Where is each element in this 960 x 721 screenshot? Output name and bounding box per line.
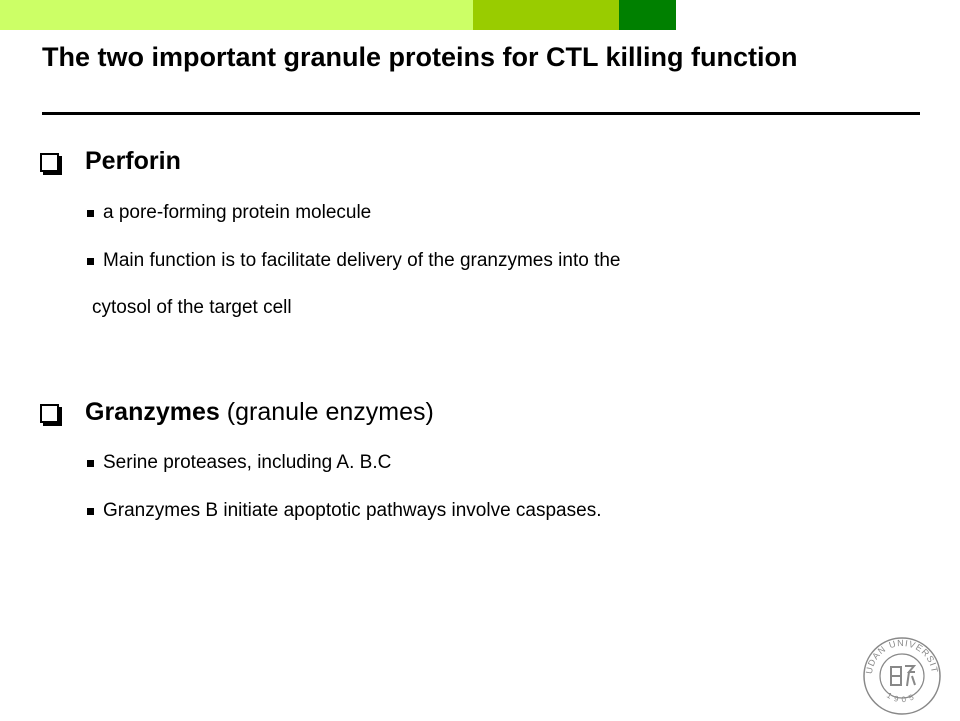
bullet-text: Main function is to facilitate delivery of the granzymes into the	[103, 250, 621, 271]
bullet-item	[87, 201, 371, 225]
slide-title: The two important granule proteins for CTL killing function	[42, 42, 798, 72]
square-bullet-icon	[87, 258, 94, 265]
square-bullet-icon	[87, 210, 94, 217]
bullet-item	[87, 499, 601, 523]
checkbox-bullet-icon	[40, 153, 59, 172]
section-granzymes	[40, 397, 434, 427]
svg-text:1905: 1905	[885, 690, 919, 705]
bullet-text: Serine proteases, including A. B.C	[103, 452, 392, 473]
bullet-item	[87, 451, 391, 475]
bullet-item	[87, 249, 620, 273]
header-band-mid	[473, 0, 619, 30]
svg-text:FUDAN UNIVERSITY: UDAN UNIVERSIT	[863, 637, 940, 675]
bullet-continuation: cytosol of the target cell	[92, 297, 292, 318]
square-bullet-icon	[87, 460, 94, 467]
section-heading: Perforin	[85, 147, 181, 175]
section-heading: Granzymes	[85, 398, 220, 426]
bullet-text: Granzymes B initiate apoptotic pathways involve caspases.	[103, 500, 602, 521]
header-band-dark	[619, 0, 676, 30]
university-seal-logo	[862, 636, 942, 716]
title-underline	[42, 112, 920, 115]
checkbox-bullet-icon	[40, 404, 59, 423]
square-bullet-icon	[87, 508, 94, 515]
section-perforin	[40, 146, 181, 176]
section-heading-note: (granule enzymes)	[226, 398, 434, 426]
header-band-light	[0, 0, 473, 30]
bullet-text: a pore-forming protein molecule	[103, 202, 372, 223]
